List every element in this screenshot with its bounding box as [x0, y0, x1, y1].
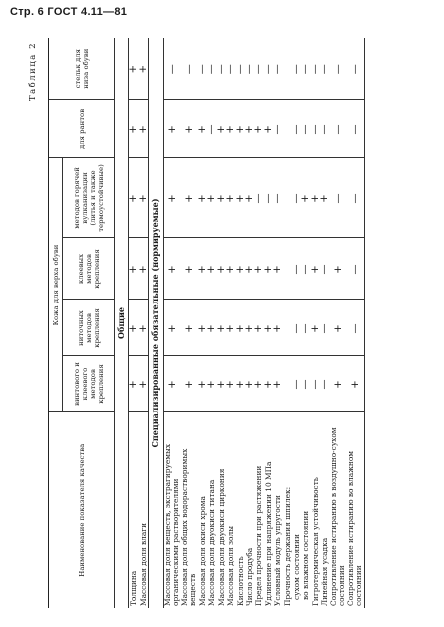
mark-cell: + — [129, 356, 139, 412]
mark-cell: + — [139, 38, 149, 100]
col-header-4: методов горячей вулканизации (литья и также термоустойчивые) — [63, 158, 115, 238]
mark-cell: — — [181, 38, 198, 100]
table-row — [139, 38, 149, 608]
mark-cell: — — [330, 158, 347, 238]
mark-cell: — — [226, 38, 235, 100]
table-body — [115, 38, 129, 608]
mark-cell: + — [198, 100, 207, 158]
mark-cell: + — [129, 38, 139, 100]
mark-cell: + — [163, 158, 181, 238]
mark-cell: + — [254, 238, 263, 300]
mark-cell: + — [264, 238, 273, 300]
mark-cell: + — [163, 300, 181, 356]
mark-cell: — — [320, 100, 329, 158]
mark-cell: — — [264, 158, 273, 238]
mark-cell: — — [254, 158, 263, 238]
mark-cell: + — [181, 158, 198, 238]
group-header: Кожа для верха обуви — [49, 158, 63, 412]
mark-cell: — — [330, 100, 347, 158]
mark-cell: + — [198, 158, 207, 238]
mark-cell: + — [217, 100, 226, 158]
mark-cell: + — [181, 356, 198, 412]
mark-cell: + — [163, 356, 181, 412]
mark-cell: + — [245, 300, 254, 356]
mark-cell: + — [245, 100, 254, 158]
row-label: сухом состоянии — [292, 534, 302, 600]
mark-cell: + — [226, 300, 235, 356]
table-row — [181, 38, 198, 608]
mark-cell: + — [273, 356, 282, 412]
mark-cell: + — [198, 356, 207, 412]
row-label: Линейная усадка — [320, 537, 330, 606]
mark-cell: + — [217, 238, 226, 300]
mark-cell: — — [292, 100, 301, 158]
row-label: Гигротермическая устойчивость — [310, 477, 320, 606]
mark-cell: + — [129, 100, 139, 158]
mark-cell: — — [311, 356, 320, 412]
row-label: Массовая доля общих водорастворимых веществ — [179, 448, 198, 606]
mark-cell: — — [236, 38, 245, 100]
mark-cell: — — [207, 100, 216, 158]
mark-cell: — — [347, 300, 365, 356]
mark-cell: — — [320, 300, 329, 356]
col-header-name: Наименование показателя качества — [49, 412, 115, 608]
mark-cell: + — [129, 238, 139, 300]
mark-cell: + — [347, 356, 365, 412]
mark-cell: + — [139, 356, 149, 412]
mark-cell: — — [320, 356, 329, 412]
mark-cell: + — [273, 300, 282, 356]
row-label: Массовая доля двуокиси титана — [207, 479, 217, 606]
mark-cell: + — [245, 158, 254, 238]
rotated-table-area — [28, 38, 420, 608]
col-header-3: клеевых методов крепления — [63, 238, 115, 300]
mark-cell: + — [236, 238, 245, 300]
mark-cell: + — [245, 238, 254, 300]
mark-cell: + — [236, 100, 245, 158]
mark-cell: + — [139, 300, 149, 356]
mark-cell: + — [217, 300, 226, 356]
mark-cell: + — [330, 300, 347, 356]
mark-cell: — — [264, 38, 273, 100]
mark-cell: + — [320, 158, 329, 238]
mark-cell: + — [217, 158, 226, 238]
col-header-5: для рантов — [49, 100, 115, 158]
mark-cell: + — [311, 300, 320, 356]
mark-cell: + — [254, 300, 263, 356]
section-general-title: Общие — [115, 38, 129, 608]
mark-cell: + — [254, 356, 263, 412]
mark-cell: — — [301, 300, 310, 356]
row-label: Массовая доля окиси хрома — [198, 496, 207, 606]
page-header: Стр. 6 ГОСТ 4.11—81 — [10, 6, 128, 18]
row-label: Массовая доля веществ, экстрагируемых органическими растворителями — [162, 443, 181, 606]
mark-cell: — — [273, 100, 282, 158]
mark-cell: + — [207, 300, 216, 356]
table-row — [163, 38, 181, 608]
mark-cell: + — [163, 238, 181, 300]
mark-cell: + — [129, 158, 139, 238]
table-caption: Таблица 2 — [28, 42, 38, 102]
row-label: Предел прочности при растяжении — [254, 465, 264, 606]
mark-cell: — — [301, 238, 310, 300]
mark-cell: + — [226, 238, 235, 300]
mark-cell: — — [273, 38, 282, 100]
special-section — [149, 38, 163, 608]
general-rows — [129, 38, 149, 608]
mark-cell: — — [273, 158, 282, 238]
row-label: Толщина — [129, 570, 139, 606]
mark-cell: — — [292, 158, 301, 238]
mark-cell: + — [311, 158, 320, 238]
row-label: Массовая доля влаги — [139, 412, 149, 608]
row-label: Кислотность — [235, 556, 245, 606]
mark-cell: + — [139, 238, 149, 300]
mark-cell: — — [347, 238, 365, 300]
mark-cell: + — [264, 300, 273, 356]
mark-cell: — — [198, 38, 207, 100]
mark-cell: + — [236, 356, 245, 412]
mark-cell: + — [254, 100, 263, 158]
mark-cell: — — [301, 38, 310, 100]
mark-cell: — — [301, 356, 310, 412]
mark-cell: — — [347, 100, 365, 158]
mark-cell: + — [245, 356, 254, 412]
mark-cell: — — [330, 38, 347, 100]
mark-cell: + — [273, 238, 282, 300]
special-rows — [163, 38, 364, 608]
mark-cell: + — [139, 158, 149, 238]
mark-cell: — — [320, 38, 329, 100]
mark-cell: — — [217, 38, 226, 100]
mark-cell: + — [226, 158, 235, 238]
mark-cell: + — [207, 158, 216, 238]
mark-cell: + — [129, 300, 139, 356]
row-label: Массовая доля золы — [226, 525, 236, 606]
mark-cell: + — [330, 356, 347, 412]
mark-cell: + — [163, 100, 181, 158]
row-label: Сопротивление истиранию в воздушно-сухом состоянии — [328, 427, 347, 606]
mark-cell: — — [347, 158, 365, 238]
col-header-2: ниточных методов крепления — [63, 300, 115, 356]
mark-cell: — — [292, 38, 301, 100]
table-row — [347, 38, 365, 608]
row-label: Массовая доля двуокиси циркония — [216, 468, 226, 606]
mark-cell: + — [226, 100, 235, 158]
row-label: Сопротивление истиранию во влажном состоянии — [347, 412, 365, 608]
mark-cell: + — [181, 300, 198, 356]
mark-cell: + — [311, 238, 320, 300]
mark-cell: — — [292, 300, 301, 356]
mark-cell: — — [254, 38, 263, 100]
mark-cell: + — [301, 158, 310, 238]
mark-cell: — — [245, 38, 254, 100]
table-row — [273, 38, 282, 608]
mark-cell: — — [301, 100, 310, 158]
mark-cell: + — [226, 356, 235, 412]
row-label: Удлинение при напряжении 10 МПа — [263, 461, 273, 606]
col-header-1: винтового и клеевого методов крепления — [63, 356, 115, 412]
mark-cell: + — [139, 100, 149, 158]
mark-cell: — — [311, 38, 320, 100]
row-label: Число продуба — [245, 547, 255, 606]
row-label: Условный модуль упругости — [273, 495, 283, 606]
mark-cell: + — [207, 238, 216, 300]
col-header-6: стельк для низа обуви — [49, 38, 115, 100]
mark-cell: — — [320, 238, 329, 300]
mark-cell: + — [264, 356, 273, 412]
mark-cell: + — [236, 300, 245, 356]
mark-cell: — — [347, 38, 365, 100]
mark-cell: + — [217, 356, 226, 412]
mark-cell: + — [181, 100, 198, 158]
mark-cell: — — [163, 38, 181, 100]
mark-cell: + — [264, 100, 273, 158]
mark-cell: + — [198, 300, 207, 356]
table-row — [330, 38, 347, 608]
row-label: во влажном состоянии — [301, 510, 311, 600]
mark-cell: + — [198, 238, 207, 300]
mark-cell: + — [207, 356, 216, 412]
mark-cell: — — [311, 100, 320, 158]
mark-cell: + — [330, 238, 347, 300]
mark-cell: — — [292, 238, 301, 300]
quality-indicators-table — [48, 38, 365, 608]
mark-cell: + — [236, 158, 245, 238]
section-special-title: Специализированные обязательные (нормируемые) — [149, 38, 163, 608]
row-label: Прочность держания шпилек: — [282, 486, 292, 606]
mark-cell: — — [292, 356, 301, 412]
mark-cell: + — [181, 238, 198, 300]
mark-cell: — — [207, 38, 216, 100]
